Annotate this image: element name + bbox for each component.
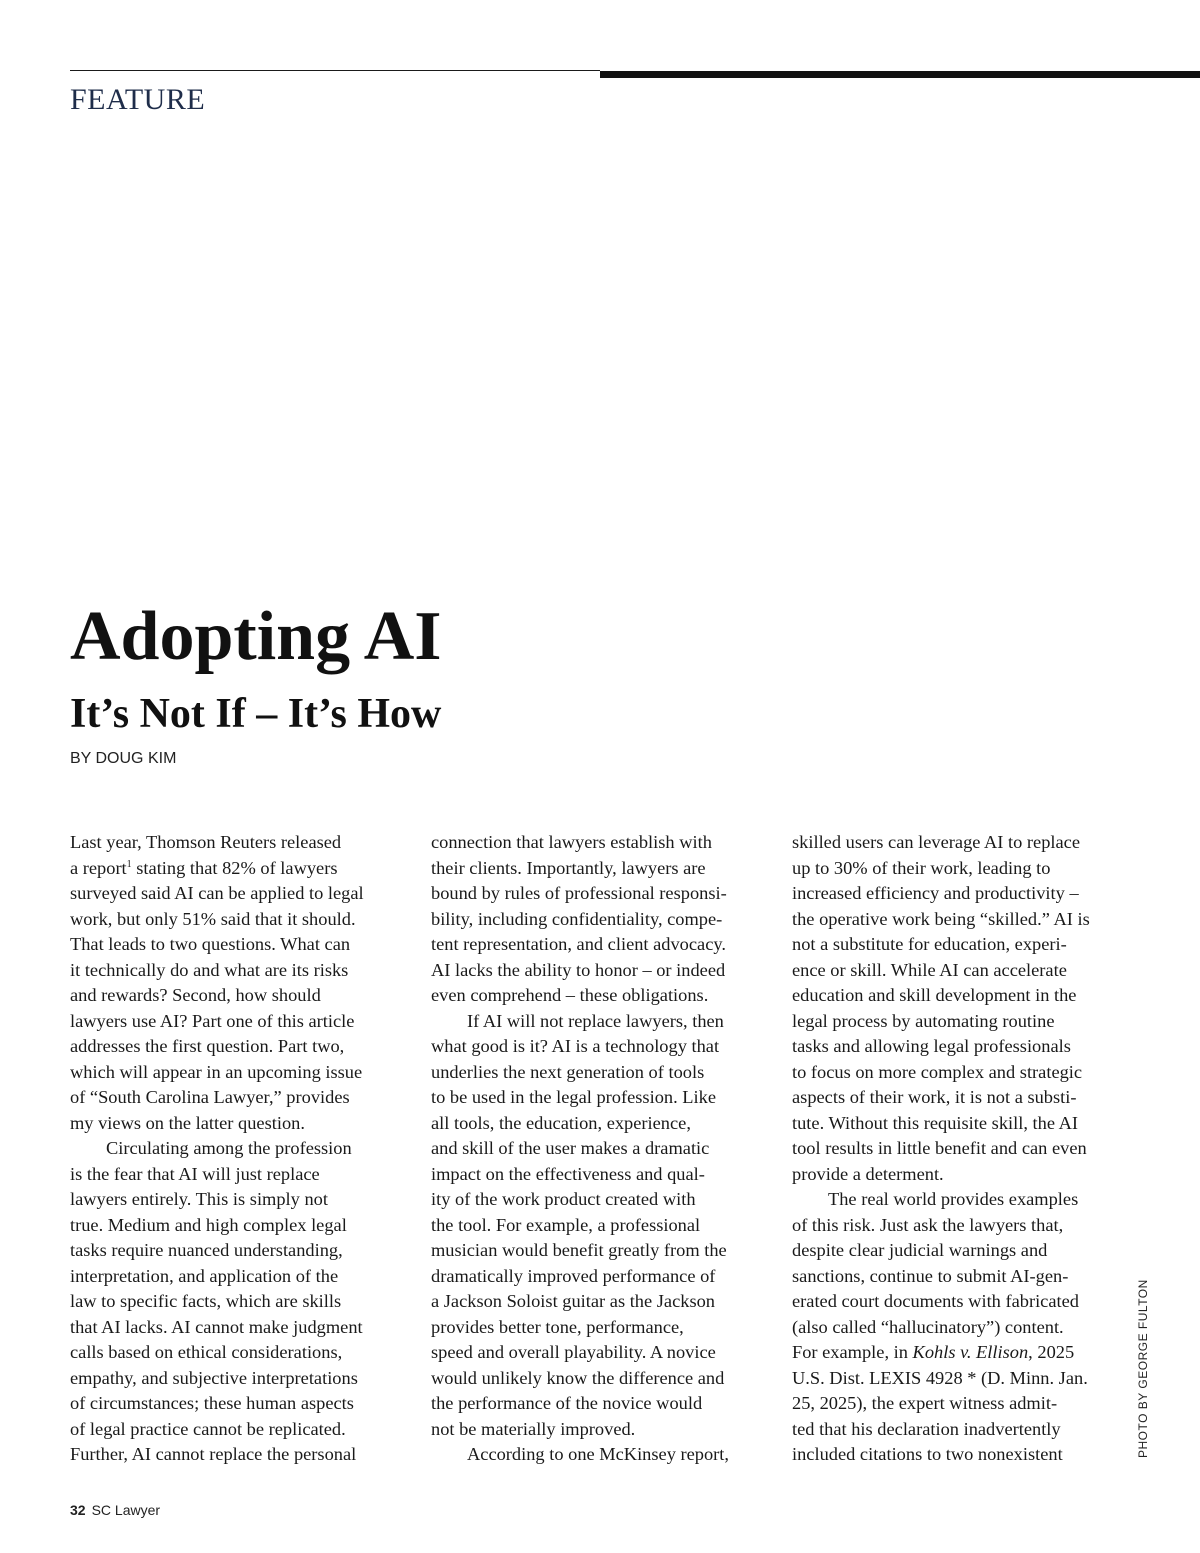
body-text-line: tasks and allowing legal professionals xyxy=(792,1036,1071,1056)
body-text-line: impact on the effectiveness and qual- xyxy=(431,1163,705,1184)
body-text-line: The real world provides examples xyxy=(828,1189,1079,1209)
body-text-line: ted that his declaration inadvertently xyxy=(792,1418,1061,1439)
body-text-line: of this risk. Just ask the lawyers that, xyxy=(792,1214,1064,1235)
header-rule-thick xyxy=(600,71,1200,78)
body-text-line: tasks require nuanced understanding, xyxy=(70,1240,343,1260)
body-text-line: skilled users can leverage AI to replace xyxy=(792,832,1080,852)
section-label: FEATURE xyxy=(70,83,206,116)
body-text-line: addresses the first question. Part two, xyxy=(70,1036,345,1056)
body-text-line: even comprehend – these obligations. xyxy=(431,985,709,1005)
body-text-line: not a substitute for education, experi- xyxy=(792,934,1067,954)
body-text-line: If AI will not replace lawyers, then xyxy=(467,1010,724,1031)
body-column-2 xyxy=(431,830,776,1468)
body-text-line: surveyed said AI can be applied to legal xyxy=(70,883,364,903)
body-text-line: all tools, the education, experience, xyxy=(431,1112,691,1133)
body-text-line: to be used in the legal profession. Like xyxy=(431,1087,716,1107)
body-text-line: the performance of the novice would xyxy=(431,1393,703,1413)
publication-name: SC Lawyer xyxy=(91,1502,161,1518)
page-number: 32 xyxy=(70,1502,86,1518)
article-subtitle: It’s Not If – It’s How xyxy=(70,691,442,737)
body-text-line: dramatically improved performance of xyxy=(431,1265,716,1286)
body-text-line: tute. Without this requisite skill, the AI xyxy=(792,1112,1078,1133)
body-text-line: (also called “hallucinatory”) content. xyxy=(792,1316,1064,1337)
body-text-line: of legal practice cannot be replicated. xyxy=(70,1418,346,1439)
body-text-line: U.S. Dist. LEXIS 4928 * (D. Minn. Jan. xyxy=(792,1367,1088,1388)
body-text-line: calls based on ethical considerations, xyxy=(70,1342,343,1362)
body-text-line: would unlikely know the difference and xyxy=(431,1367,725,1388)
body-text-line: and rewards? Second, how should xyxy=(70,985,321,1005)
body-text-line: empathy, and subjective interpretations xyxy=(70,1367,358,1388)
header-rule-thin xyxy=(70,70,600,71)
body-text-line: lawyers entirely. This is simply not xyxy=(70,1189,328,1209)
body-text-line: of “South Carolina Lawyer,” provides xyxy=(70,1087,350,1107)
body-text-line: bility, including confidentiality, compe- xyxy=(431,908,723,929)
body-text-line: true. Medium and high complex legal xyxy=(70,1214,347,1235)
body-text-line: Circulating among the profession xyxy=(106,1138,352,1158)
body-text-line: a report$^1$ stating that 82% of lawyers xyxy=(70,857,338,878)
page-footer xyxy=(70,1502,160,1518)
body-text-line: connection that lawyers establish with xyxy=(431,832,712,852)
body-text-line: interpretation, and application of the xyxy=(70,1265,339,1286)
body-text-line: erated court documents with fabricated xyxy=(792,1291,1079,1311)
case-name: Kohls v. Ellison xyxy=(912,1342,1029,1362)
body-text-line: and skill of the user makes a dramatic xyxy=(431,1138,710,1158)
body-column-1 xyxy=(70,830,415,1468)
body-text-line: is the fear that AI will just replace xyxy=(70,1163,320,1184)
body-text-line: Further, AI cannot replace the personal xyxy=(70,1444,357,1464)
body-text-line: provide a determent. xyxy=(792,1163,944,1184)
body-text-line: what good is it? AI is a technology that xyxy=(431,1036,720,1056)
body-text-line: lawyers use AI? Part one of this article xyxy=(70,1010,355,1031)
body-text-line: my views on the latter question. xyxy=(70,1112,305,1133)
body-text-line: musician would benefit greatly from the xyxy=(431,1240,727,1260)
body-text-line: despite clear judicial warnings and xyxy=(792,1240,1048,1260)
body-text-line: legal process by automating routine xyxy=(792,1010,1055,1031)
byline: BY DOUG KIM xyxy=(70,750,177,767)
body-column-3 xyxy=(792,830,1137,1468)
body-text-line: included citations to two nonexistent xyxy=(792,1444,1063,1464)
body-text-line: According to one McKinsey report, xyxy=(467,1444,729,1464)
body-text-line: it technically do and what are its risks xyxy=(70,959,349,980)
body-text-line: 25, 2025), the expert witness admit- xyxy=(792,1393,1058,1413)
body-text-line: work, but only 51% said that it should. xyxy=(70,908,356,929)
body-text-line: speed and overall playability. A novice xyxy=(431,1342,716,1362)
body-text-line: law to specific facts, which are skills xyxy=(70,1291,342,1311)
body-text-line: That leads to two questions. What can xyxy=(70,934,351,954)
body-text-line: tent representation, and client advocacy. xyxy=(431,934,726,954)
body-text-line: tool results in little benefit and can even xyxy=(792,1138,1087,1158)
body-text-line: the tool. For example, a professional xyxy=(431,1214,701,1235)
body-text-line: up to 30% of their work, leading to xyxy=(792,857,1051,878)
footnote-marker: 1 xyxy=(126,858,132,870)
article-title: Adopting AI xyxy=(70,598,442,675)
body-text-line: not be materially improved. xyxy=(431,1418,636,1439)
body-text-line: aspects of their work, it is not a substi- xyxy=(792,1087,1077,1107)
body-text-line: sanctions, continue to submit AI-gen- xyxy=(792,1265,1069,1286)
body-text-line: For example, in Kohls v. Ellison, 2025 xyxy=(792,1342,1075,1362)
body-text-line: underlies the next generation of tools xyxy=(431,1061,705,1082)
body-text-line: provides better tone, performance, xyxy=(431,1316,684,1337)
body-text-line: increased efficiency and productivity – xyxy=(792,883,1079,903)
body-text-line: that AI lacks. AI cannot make judgment xyxy=(70,1316,363,1337)
body-text-line: ence or skill. While AI can accelerate xyxy=(792,959,1067,980)
body-text-line: which will appear in an upcoming issue xyxy=(70,1061,363,1082)
body-text-line: a Jackson Soloist guitar as the Jackson xyxy=(431,1291,715,1311)
body-text-line: the operative work being “skilled.” AI is xyxy=(792,908,1090,929)
body-text-line: Last year, Thomson Reuters released xyxy=(70,832,342,852)
body-text-line: of circumstances; these human aspects xyxy=(70,1393,354,1413)
photo-credit: PHOTO BY GEORGE FULTON xyxy=(1136,1279,1150,1458)
body-text-line: to focus on more complex and strategic xyxy=(792,1061,1083,1082)
body-text-line: their clients. Importantly, lawyers are xyxy=(431,857,706,878)
body-text-line: bound by rules of professional responsi- xyxy=(431,883,727,903)
body-text-line: AI lacks the ability to honor – or indeed xyxy=(431,959,726,980)
body-text-line: ity of the work product created with xyxy=(431,1189,696,1209)
body-text-line: education and skill development in the xyxy=(792,985,1077,1005)
